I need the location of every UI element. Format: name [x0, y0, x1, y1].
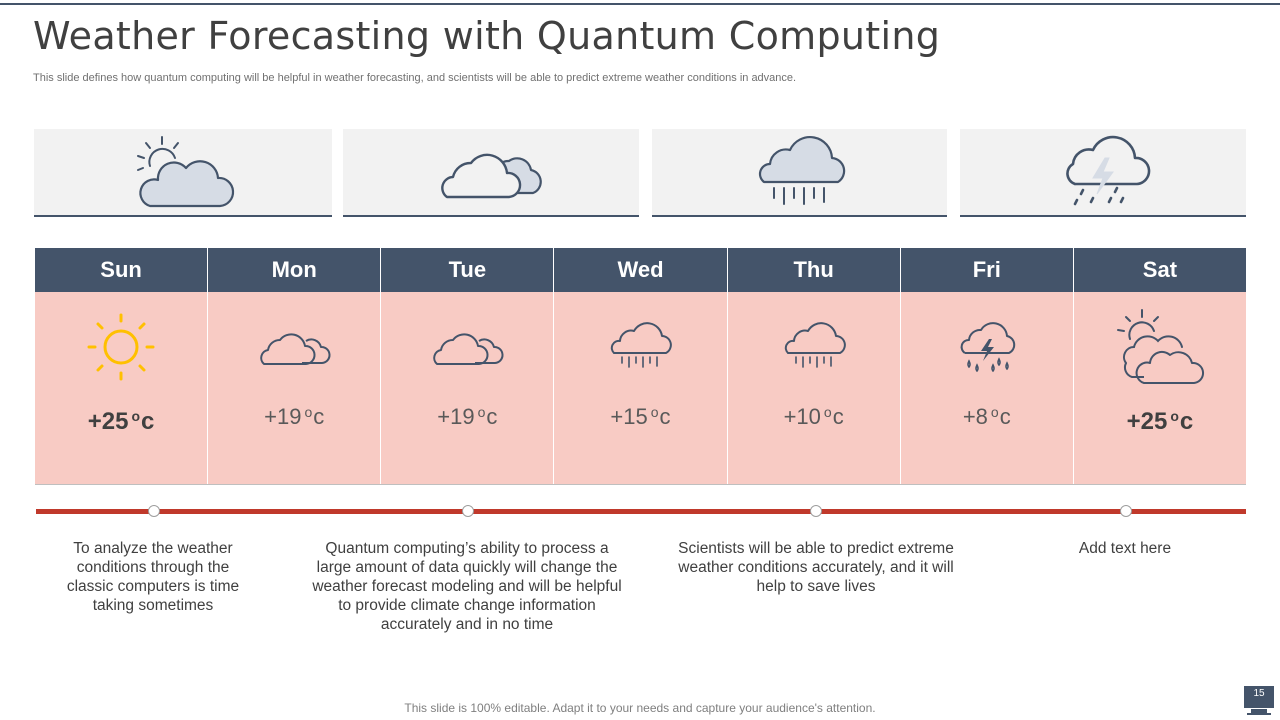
degree-symbol: o	[477, 404, 486, 420]
day-temperature	[35, 402, 207, 484]
degree-symbol: o	[1170, 408, 1179, 424]
rain-icon	[608, 319, 672, 375]
day-name: Tue	[381, 248, 553, 292]
day-icon-cell	[901, 292, 1073, 402]
day-temperature	[381, 402, 553, 484]
temperature-value: +25	[1126, 408, 1168, 435]
temperature-unit: c	[486, 404, 498, 429]
day-column-tue	[381, 248, 554, 484]
temperature-value: +8	[962, 404, 988, 429]
degree-symbol: o	[304, 404, 313, 420]
temperature-value: +10	[783, 404, 821, 429]
temperature-unit: c	[659, 404, 671, 429]
temperature-unit: c	[313, 404, 325, 429]
day-column-wed	[554, 248, 727, 484]
timeline-line	[36, 509, 1246, 514]
icon-panel-thunderstorm	[960, 129, 1246, 217]
degree-symbol: o	[650, 404, 659, 420]
day-name: Sat	[1074, 248, 1246, 292]
temperature-unit: c	[832, 404, 844, 429]
day-icon-cell	[381, 292, 553, 402]
sun-icon	[83, 309, 159, 385]
page-number-badge	[1244, 686, 1274, 708]
day-column-thu	[728, 248, 901, 484]
icon-panel-partly-cloudy	[34, 129, 332, 217]
temperature-value: +19	[264, 404, 302, 429]
cloudy-icon	[427, 322, 507, 372]
day-temperature	[208, 402, 380, 484]
day-temperature	[728, 402, 900, 484]
cloudy-icon	[431, 137, 551, 207]
day-name: Mon	[208, 248, 380, 292]
day-icon-cell	[208, 292, 380, 402]
timeline-note-2: Quantum computing’s ability to process a large amount of data quickly will change the weather forecast modeling and will be helpful to provide climate change information accurately and in no time	[312, 540, 622, 633]
day-name: Sun	[35, 248, 207, 292]
temperature-value: +19	[437, 404, 475, 429]
temperature-value: +15	[610, 404, 648, 429]
day-icon-cell	[728, 292, 900, 402]
slide-footer: This slide is 100% editable. Adapt it to your needs and capture your audience's attention.	[404, 701, 876, 715]
thunderstorm-icon	[1053, 132, 1153, 212]
timeline-note-1: To analyze the weather conditions through the classic computers is time taking sometimes	[66, 540, 240, 614]
temperature-unit: c	[141, 408, 155, 435]
timeline-marker	[462, 505, 474, 517]
day-temperature	[1074, 402, 1246, 484]
day-column-fri	[901, 248, 1074, 484]
page-number: 15	[1253, 688, 1265, 699]
day-temperature	[901, 402, 1073, 484]
icon-panel-cloudy	[343, 129, 639, 217]
day-temperature	[554, 402, 726, 484]
rain-icon	[782, 319, 846, 375]
day-column-mon	[208, 248, 381, 484]
thunderstorm-icon	[957, 317, 1017, 377]
timeline-marker	[148, 505, 160, 517]
weekly-forecast-table	[35, 248, 1246, 485]
timeline-note-3: Scientists will be able to predict extreme weather conditions accurately, and it will help to save lives	[678, 540, 954, 595]
day-icon-cell	[554, 292, 726, 402]
day-name: Thu	[728, 248, 900, 292]
cloudy-icon	[254, 322, 334, 372]
icon-panel-rain	[652, 129, 947, 217]
timeline-marker	[1120, 505, 1132, 517]
day-icon-cell	[1074, 292, 1246, 402]
monitor-base-icon	[1247, 713, 1271, 715]
temperature-unit: c	[1179, 408, 1194, 435]
partly-cloudy-icon	[128, 132, 238, 212]
degree-symbol: o	[990, 404, 999, 420]
slide-title: Weather Forecasting with Quantum Computing	[33, 14, 941, 58]
temperature-unit: c	[999, 404, 1011, 429]
degree-symbol: o	[131, 408, 141, 424]
day-icon-cell	[35, 292, 207, 402]
rain-icon	[750, 132, 850, 212]
timeline-note-4: Add text here	[1078, 540, 1172, 557]
day-name: Wed	[554, 248, 726, 292]
day-column-sat	[1074, 248, 1246, 484]
top-rule	[0, 3, 1280, 5]
partly-cloudy-icon	[1114, 305, 1206, 389]
degree-symbol: o	[823, 404, 832, 420]
day-name: Fri	[901, 248, 1073, 292]
slide-subtitle: This slide defines how quantum computing will be helpful in weather forecasting, and scientists will be able to predict extreme weather conditions in advance.	[33, 72, 797, 84]
temperature-value: +25	[87, 408, 129, 435]
day-column-sun	[35, 248, 208, 484]
timeline-marker	[810, 505, 822, 517]
